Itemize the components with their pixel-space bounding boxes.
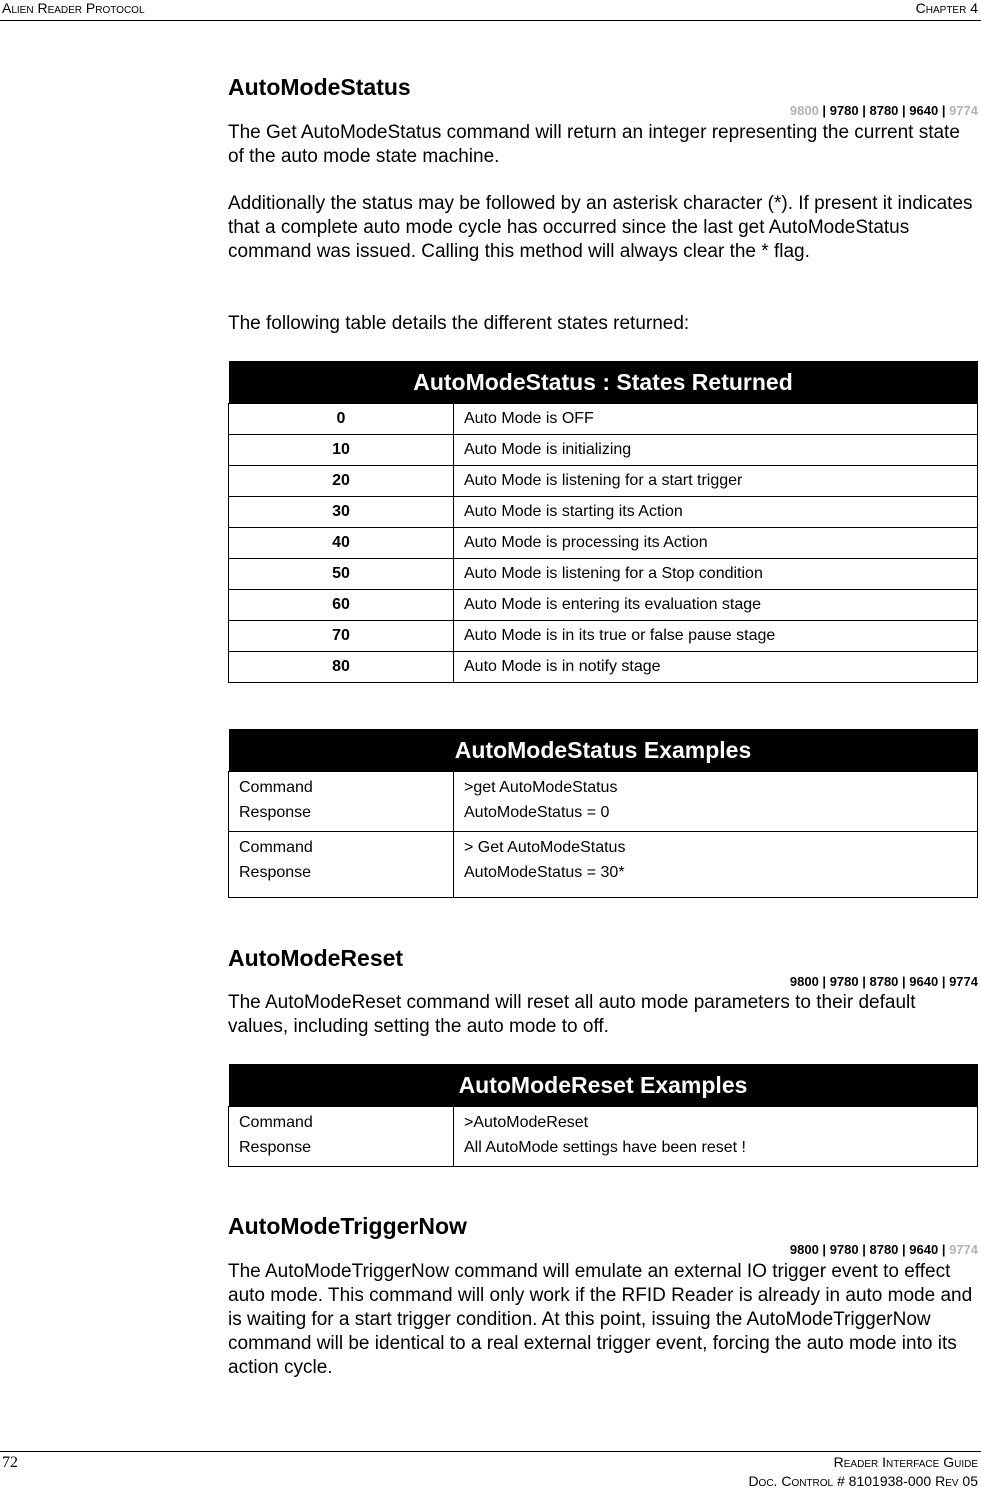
table-row	[229, 621, 978, 652]
table-row	[229, 435, 978, 466]
state-code: 70	[229, 621, 454, 652]
table-row	[229, 404, 978, 435]
state-description: Auto Mode is OFF	[454, 404, 978, 435]
reset-examples-table	[228, 1064, 978, 1167]
state-code: 60	[229, 590, 454, 621]
state-description: Auto Mode is processing its Action	[454, 528, 978, 559]
value-cell	[454, 1107, 978, 1167]
command-text: >get AutoModeStatus	[464, 779, 618, 796]
paragraph: The AutoModeTriggerNow command will emulate an external IO trigger event to effect auto mode. This command will only work if the RFID Reader is already in auto mode and is waiting for a start trigger condition. At this point, issuing the AutoModeTriggerNow command will be identical to a real external trigger event, forcing the auto mode into its action cycle.	[228, 1261, 973, 1378]
command-text: >AutoModeReset	[464, 1114, 589, 1131]
model-list-trigger: 9800 | 9780 | 8780 | 9640 | 9774	[789, 1242, 978, 1257]
state-code: 40	[229, 528, 454, 559]
model-list-reset: 9800 | 9780 | 8780 | 9640 | 9774	[789, 974, 978, 989]
state-code: 20	[229, 466, 454, 497]
state-description: Auto Mode is initializing	[454, 435, 978, 466]
page-header	[0, 0, 981, 21]
section-title-automodestatus: AutoModeStatus	[228, 74, 411, 100]
table-row	[229, 497, 978, 528]
table-row	[229, 528, 978, 559]
state-code: 0	[229, 404, 454, 435]
model: 9800	[789, 103, 819, 118]
model: 8780	[869, 1242, 899, 1257]
paragraph: The following table details the different states returned:	[228, 313, 690, 334]
model: 9800	[789, 1242, 819, 1257]
page-number: 72	[2, 1454, 18, 1471]
value-cell	[454, 832, 978, 898]
label-command: Command	[239, 1114, 313, 1131]
label-response: Response	[239, 864, 312, 881]
states-table	[228, 361, 978, 683]
table-row	[229, 772, 978, 832]
state-code: 80	[229, 652, 454, 683]
command-text: > Get AutoModeStatus	[464, 839, 626, 856]
state-description: Auto Mode is in its true or false pause stage	[454, 621, 978, 652]
model: 9774	[949, 103, 978, 118]
header-right: Chapter 4	[915, 0, 978, 16]
label-cell	[229, 832, 454, 898]
label-response: Response	[239, 804, 312, 821]
response-text: All AutoMode settings have been reset !	[464, 1139, 746, 1156]
section-title-automodetriggernow: AutoModeTriggerNow	[228, 1213, 467, 1239]
label-cell	[229, 1107, 454, 1167]
label-command: Command	[239, 779, 313, 796]
model-list-status: 9800 | 9780 | 8780 | 9640 | 9774	[789, 103, 978, 118]
state-description: Auto Mode is starting its Action	[454, 497, 978, 528]
label-response: Response	[239, 1139, 312, 1156]
table-row	[229, 652, 978, 683]
footer-title: Reader Interface Guide	[833, 1454, 978, 1470]
model: 8780	[869, 974, 899, 989]
response-text: AutoModeStatus = 0	[464, 804, 610, 821]
model: 9780	[829, 1242, 859, 1257]
model: 9780	[829, 103, 859, 118]
state-code: 30	[229, 497, 454, 528]
section-title-automodereset: AutoModeReset	[228, 945, 404, 971]
model: 9640	[909, 974, 939, 989]
header-left: Alien Reader Protocol	[2, 0, 145, 16]
state-description: Auto Mode is entering its evaluation stage	[454, 590, 978, 621]
label-command: Command	[239, 839, 313, 856]
model: 8780	[869, 103, 899, 118]
table-row	[229, 590, 978, 621]
label-cell	[229, 772, 454, 832]
state-description: Auto Mode is in notify stage	[454, 652, 978, 683]
table-title: AutoModeStatus : States Returned	[229, 361, 978, 404]
state-code: 10	[229, 435, 454, 466]
page-footer	[0, 1451, 981, 1493]
value-cell	[454, 772, 978, 832]
table-row	[229, 832, 978, 898]
model: 9774	[949, 974, 978, 989]
paragraph: Additionally the status may be followed by an asterisk character (*). If present it indicates that a complete auto mode cycle has occurred since the last get AutoModeStatus command was issued. Calling this method will always clear the * flag.	[228, 193, 973, 262]
table-row	[229, 466, 978, 497]
response-text: AutoModeStatus = 30*	[464, 864, 625, 881]
table-row	[229, 1107, 978, 1167]
table-title: AutoModeStatus Examples	[229, 729, 978, 772]
table-title: AutoModeReset Examples	[229, 1064, 978, 1107]
footer-doc-control: Doc. Control # 8101938-000 Rev 05	[748, 1473, 978, 1489]
model: 9774	[949, 1242, 978, 1257]
status-examples-table	[228, 729, 978, 898]
model: 9640	[909, 103, 939, 118]
model: 9780	[829, 974, 859, 989]
paragraph: The AutoModeReset command will reset all auto mode parameters to their default values, including setting the auto mode to off.	[228, 992, 916, 1037]
state-description: Auto Mode is listening for a start trigger	[454, 466, 978, 497]
paragraph: The Get AutoModeStatus command will return an integer representing the current state of the auto mode state machine.	[228, 122, 960, 167]
model: 9800	[789, 974, 819, 989]
model: 9640	[909, 1242, 939, 1257]
state-description: Auto Mode is listening for a Stop condition	[454, 559, 978, 590]
table-row	[229, 559, 978, 590]
state-code: 50	[229, 559, 454, 590]
